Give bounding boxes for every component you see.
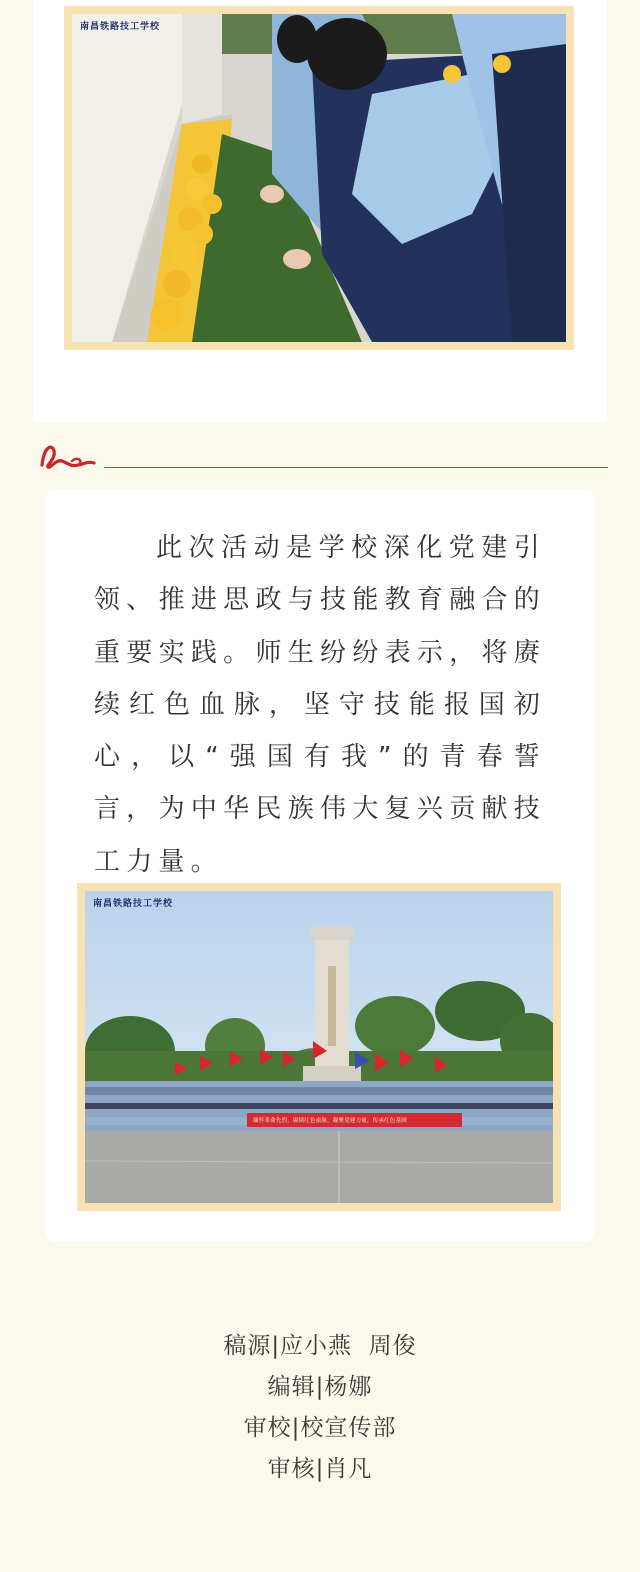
- school-logo: 南昌铁路技工学校: [80, 22, 161, 32]
- school-logo: 南昌铁路技工学校: [93, 899, 174, 909]
- section-divider: [38, 437, 608, 473]
- credit-source: 稿源|应小燕 周俊: [223, 1333, 417, 1359]
- divider-line: [104, 467, 608, 468]
- photo-frame-group: [77, 883, 561, 1211]
- group-photo: [85, 891, 553, 1203]
- credit-reviewer: 审核|肖凡: [267, 1456, 373, 1482]
- flower-laying-photo: [72, 14, 566, 342]
- credits: [0, 1326, 640, 1490]
- photo-frame-top: [64, 6, 574, 350]
- credit-editor: 编辑|杨娜: [267, 1374, 373, 1400]
- body-paragraph: 此次活动是学校深化党建引领、推进思政与技能教育融合的重要实践。师生纷纷表示，将赓续红色血脉，坚守技能报国初心，以“强国有我”的青春誓言，为中华民族伟大复兴贡献技工力量。: [94, 533, 546, 877]
- credit-proofreader: 审校|校宣传部: [243, 1415, 397, 1441]
- group-banner-text: 缅怀革命先烈，赓续红色血脉，凝聚党建力量，传承红色基因: [253, 1118, 407, 1124]
- red-ribbon-icon: [38, 437, 102, 473]
